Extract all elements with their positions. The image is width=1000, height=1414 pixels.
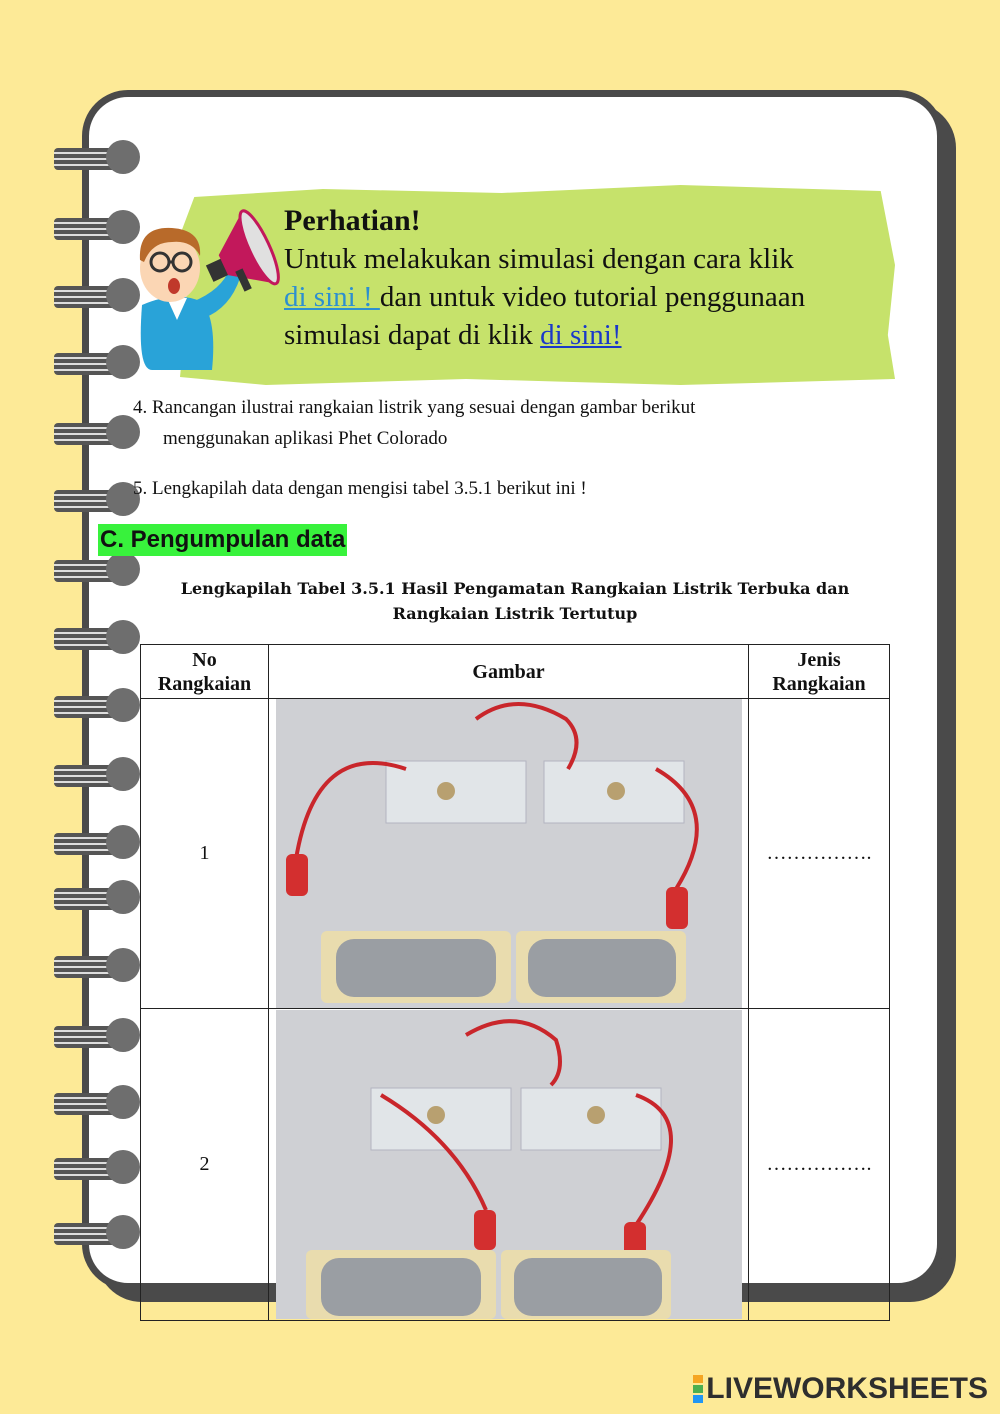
observation-table <box>140 644 890 1321</box>
instruction-item-4 <box>133 392 889 454</box>
attention-body <box>284 240 904 354</box>
item-4-number: 4. <box>133 397 148 418</box>
circuit-photo-closed <box>276 1010 742 1319</box>
row-2-number: 2 <box>141 1009 269 1321</box>
table-caption <box>140 576 890 626</box>
ring-icon <box>54 415 144 455</box>
ring-icon <box>54 1150 144 1190</box>
table-row <box>141 699 890 1009</box>
ring-icon <box>54 140 144 180</box>
video-tutorial-link[interactable]: di sini! <box>540 319 622 351</box>
instruction-item-5: 5. Lengkapilah data dengan mengisi tabel 3.5.1 berikut ini ! <box>133 478 587 499</box>
row-2-image-cell <box>269 1009 749 1321</box>
section-title: C. Pengumpulan data <box>98 524 347 556</box>
ring-icon <box>54 880 144 920</box>
liveworksheets-watermark <box>693 1372 988 1406</box>
header-no-rangkaian <box>141 645 269 699</box>
header-no-line-2: Rangkaian <box>157 672 252 695</box>
watermark-text: LIVEWORKSHEETS <box>706 1372 988 1405</box>
attention-line-2: dan untuk video tutorial penggunaan simulasi dapat di klik <box>284 281 806 351</box>
header-no-line-1: No <box>192 648 217 671</box>
header-type-line-1: Jenis <box>797 648 841 671</box>
header-gambar: Gambar <box>269 645 749 699</box>
ring-icon <box>54 757 144 797</box>
megaphone-character-icon <box>122 190 282 370</box>
attention-text <box>284 202 904 354</box>
attention-line-1: Untuk melakukan simulasi dengan cara klik <box>284 243 794 275</box>
row-1-image-cell <box>269 699 749 1009</box>
circuit-photo-open <box>276 699 742 1008</box>
table-caption-line-2: Rangkaian Listrik Tertutup <box>392 604 638 623</box>
simulation-link[interactable]: di sini ! <box>284 281 380 313</box>
ring-icon <box>54 1215 144 1255</box>
item-4-text: Rancangan ilustrai rangkaian listrik yang sesuai dengan gambar berikut <box>152 397 696 418</box>
table-header-row <box>141 645 890 699</box>
row-1-answer[interactable]: ……………. <box>749 699 890 1009</box>
attention-title: Perhatian! <box>284 204 421 237</box>
row-1-number: 1 <box>141 699 269 1009</box>
ring-icon <box>54 482 144 522</box>
header-jenis-rangkaian <box>749 645 890 699</box>
header-type-line-2: Rangkaian <box>772 672 866 695</box>
ring-icon <box>54 1085 144 1125</box>
ring-icon <box>54 948 144 988</box>
ring-icon <box>54 1018 144 1058</box>
ring-icon <box>54 552 144 592</box>
liveworksheets-logo-icon <box>693 1374 703 1404</box>
table-row <box>141 1009 890 1321</box>
item-4-text-cont: menggunakan aplikasi Phet Colorado <box>163 428 448 449</box>
ring-icon <box>54 620 144 660</box>
ring-icon <box>54 825 144 865</box>
table-caption-line-1: Lengkapilah Tabel 3.5.1 Hasil Pengamatan Rangkaian Listrik Terbuka dan <box>180 579 850 598</box>
ring-icon <box>54 688 144 728</box>
row-2-answer[interactable]: ……………. <box>749 1009 890 1321</box>
